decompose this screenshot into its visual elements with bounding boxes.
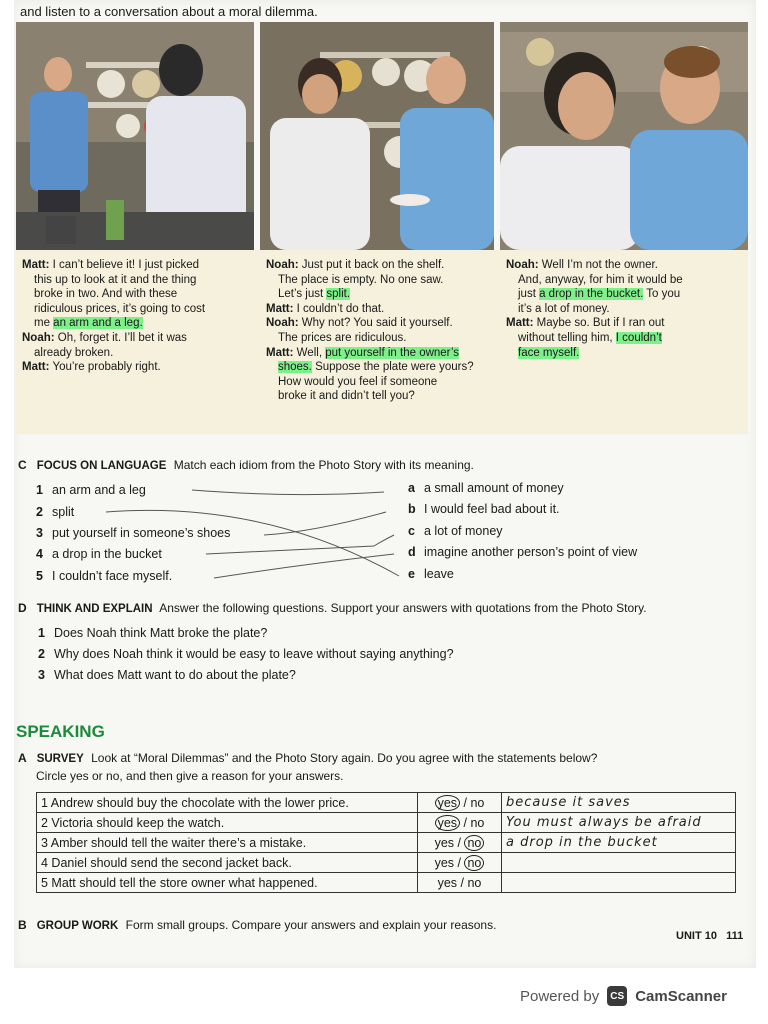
dialog-line [506, 316, 746, 331]
section-d-heading [18, 601, 647, 615]
idiom-5: 5 I couldn’t face myself. [36, 569, 173, 583]
survey-instruction-1: Look at “Moral Dilemmas” and the Photo Story again. Do you agree with the statements below? [91, 751, 598, 765]
section-c-title: FOCUS ON LANGUAGE [36, 460, 167, 472]
dialog-line [22, 273, 250, 288]
camscanner-logo-icon: CS [607, 986, 627, 1006]
dialog-column-3 [506, 258, 746, 360]
camscanner-watermark [520, 986, 727, 1006]
handwritten-reason[interactable]: because it saves [502, 793, 736, 813]
survey-heading [18, 751, 597, 765]
highlighted-idiom: I couldn’t [615, 331, 662, 344]
dialog-text: The place is empty. No one saw. [278, 273, 444, 286]
yes-no-choice[interactable] [418, 813, 502, 833]
choice-separator: / [454, 835, 465, 850]
no-option[interactable]: no [470, 815, 485, 830]
photo-1 [16, 22, 254, 250]
highlighted-idiom: face myself. [518, 346, 580, 359]
dialog-line [266, 360, 494, 375]
dialog-text: I couldn’t do that. [293, 302, 385, 315]
handwritten-reason[interactable] [502, 873, 736, 893]
survey-instruction-2: Circle yes or no, and then give a reason for your answers. [36, 769, 344, 783]
speaker-name: Matt: [22, 259, 50, 271]
speaking-heading: SPEAKING [16, 722, 105, 741]
speaker-name: Matt: [506, 317, 534, 330]
yes-option[interactable]: yes [435, 815, 460, 831]
meaning-a: a a small amount of money [408, 481, 564, 495]
dialog-line [266, 316, 494, 331]
speaker-name: Noah: [506, 259, 539, 271]
page-footer [676, 930, 743, 942]
no-option[interactable]: no [464, 835, 484, 851]
survey-title: SURVEY [36, 753, 84, 765]
photo-3 [500, 22, 748, 250]
dialog-text: just [518, 288, 540, 301]
dialog-line [266, 375, 494, 390]
section-d-label: D [18, 601, 27, 615]
dialog-text: To you [643, 288, 681, 301]
speaker-name: Matt: [22, 361, 50, 374]
yes-option[interactable]: yes [437, 875, 458, 890]
section-d-title: THINK AND EXPLAIN [36, 603, 153, 615]
meaning-b: b I would feel bad about it. [408, 502, 560, 516]
dialog-text: I can’t believe it! I just picked [49, 259, 200, 271]
dialog-line [506, 346, 746, 361]
dialog-line [506, 302, 746, 317]
survey-table [36, 792, 736, 893]
dialog-line [22, 316, 250, 331]
survey-row [37, 793, 736, 813]
dialog-line [506, 287, 746, 302]
idiom-2: 2 split [36, 505, 75, 519]
dialog-line [22, 331, 250, 346]
meaning-d: d imagine another person’s point of view [408, 545, 638, 559]
survey-label: A [18, 751, 27, 765]
yes-no-choice[interactable] [418, 853, 502, 873]
dialog-text: Oh, forget it. I’ll bet it was [54, 331, 187, 344]
dialog-text: Why not? You said it yourself. [298, 317, 453, 330]
unit-label: UNIT 10 [676, 930, 717, 942]
group-work-instruction: Form small groups. Compare your answers and explain your reasons. [125, 918, 497, 932]
dialog-text: Just put it back on the shelf. [298, 259, 445, 271]
highlighted-idiom: an arm and a leg. [53, 317, 143, 330]
intro-line-text: and listen to a conversation about a moral dilemma. [20, 4, 318, 19]
dialog-line [22, 346, 250, 361]
question-2: 2 Why does Noah think it would be easy to leave without saying anything? [38, 647, 454, 661]
dialog-text: Let’s just [278, 288, 327, 301]
yes-no-choice[interactable] [418, 873, 502, 893]
group-work-title: GROUP WORK [36, 920, 119, 932]
dialog-line [266, 287, 494, 302]
dialog-line [266, 258, 494, 273]
survey-row [37, 813, 736, 833]
dialog-line [22, 258, 250, 273]
yes-option[interactable]: yes [435, 795, 460, 811]
section-d-instruction: Answer the following questions. Support your answers with quotations from the Photo Story. [159, 601, 647, 615]
no-option[interactable]: no [470, 795, 485, 810]
handwritten-reason[interactable]: a drop in the bucket [502, 833, 736, 853]
highlighted-idiom: put yourself in the owner’s [325, 346, 460, 359]
dialog-text: And, anyway, for him it would be [518, 273, 683, 286]
dialog-text: this up to look at it and the thing [34, 273, 197, 286]
speaker-name: Matt: [266, 346, 294, 359]
group-work-heading [18, 918, 496, 932]
no-option[interactable]: no [464, 855, 484, 871]
dialog-text: You’re probably right. [49, 361, 161, 374]
survey-statement: 1 Andrew should buy the chocolate with the lower price. [37, 793, 418, 813]
highlighted-idiom: shoes. [278, 361, 312, 374]
dialog-line [22, 287, 250, 302]
choice-separator: / [460, 815, 471, 830]
handwritten-reason[interactable] [502, 853, 736, 873]
survey-row [37, 873, 736, 893]
dialog-text: it’s a lot of money. [518, 302, 610, 315]
camscanner-brand: CamScanner [635, 987, 727, 1005]
dialog-text: Well, [293, 346, 326, 359]
dialog-text: Maybe so. But if I ran out [533, 317, 665, 330]
dialog-line [266, 389, 494, 404]
survey-statement: 2 Victoria should keep the watch. [37, 813, 418, 833]
dialog-line [266, 331, 494, 346]
dialog-text: ridiculous prices, it’s going to cost [34, 302, 206, 315]
dialog-line [266, 273, 494, 288]
survey-row [37, 833, 736, 853]
dialog-line [506, 258, 746, 273]
handwritten-reason[interactable]: You must always be afraid [502, 813, 736, 833]
question-3: 3 What does Matt want to do about the plate? [38, 668, 296, 682]
photo-2 [260, 22, 494, 250]
dialog-text: broke it and didn’t tell you? [278, 390, 415, 403]
dialog-line [266, 346, 494, 361]
page-number: 111 [726, 930, 744, 942]
survey-statement: 3 Amber should tell the waiter there’s a mistake. [37, 833, 418, 853]
dialog-line [266, 302, 494, 317]
dialog-text: broke in two. And with these [34, 288, 178, 301]
yes-no-choice[interactable] [418, 793, 502, 813]
textbook-page [14, 0, 756, 968]
no-option[interactable]: no [467, 875, 482, 890]
dialog-line [22, 302, 250, 317]
idiom-3: 3 put yourself in someone’s shoes [36, 526, 231, 540]
group-work-label: B [18, 918, 27, 932]
yes-option[interactable]: yes [434, 855, 455, 870]
yes-no-choice[interactable] [418, 833, 502, 853]
survey-row [37, 853, 736, 873]
choice-separator: / [460, 795, 471, 810]
dialog-line [506, 331, 746, 346]
powered-by-text: Powered by [520, 987, 600, 1005]
idiom-1: 1 an arm and a leg [36, 483, 146, 497]
dialog-text: The prices are ridiculous. [278, 331, 407, 344]
dialog-column-1 [22, 258, 250, 375]
section-c-instruction: Match each idiom from the Photo Story with its meaning. [173, 458, 474, 472]
section-c-heading [18, 458, 474, 472]
choice-separator: / [457, 875, 468, 890]
dialog-text: Well I’m not the owner. [538, 259, 658, 271]
intro-line [20, 4, 318, 19]
dialog-line [22, 360, 250, 375]
choice-separator: / [454, 855, 465, 870]
dialog-column-2 [266, 258, 494, 404]
dialog-text: me [34, 317, 54, 330]
speaker-name: Noah: [266, 259, 299, 271]
highlighted-idiom: a drop in the bucket. [539, 288, 644, 301]
dialog-line [506, 273, 746, 288]
hand-drawn-match-lines [14, 480, 756, 590]
highlighted-idiom: split. [326, 288, 351, 301]
question-1: 1 Does Noah think Matt broke the plate? [38, 626, 268, 640]
dialog-text: How would you feel if someone [278, 375, 438, 388]
dialog-text: Suppose the plate were yours? [311, 361, 474, 374]
speaker-name: Noah: [266, 317, 299, 330]
speaker-name: Noah: [22, 331, 55, 344]
speaker-name: Matt: [266, 302, 294, 315]
section-c-label: C [18, 458, 27, 472]
meaning-c: c a lot of money [408, 524, 503, 538]
survey-statement: 5 Matt should tell the store owner what happened. [37, 873, 418, 893]
dialog-text: already broken. [34, 346, 114, 359]
yes-option[interactable]: yes [434, 835, 455, 850]
dialog-text: without telling him, [518, 331, 616, 344]
survey-statement: 4 Daniel should send the second jacket back. [37, 853, 418, 873]
meaning-e: e leave [408, 567, 454, 581]
idiom-4: 4 a drop in the bucket [36, 547, 162, 561]
